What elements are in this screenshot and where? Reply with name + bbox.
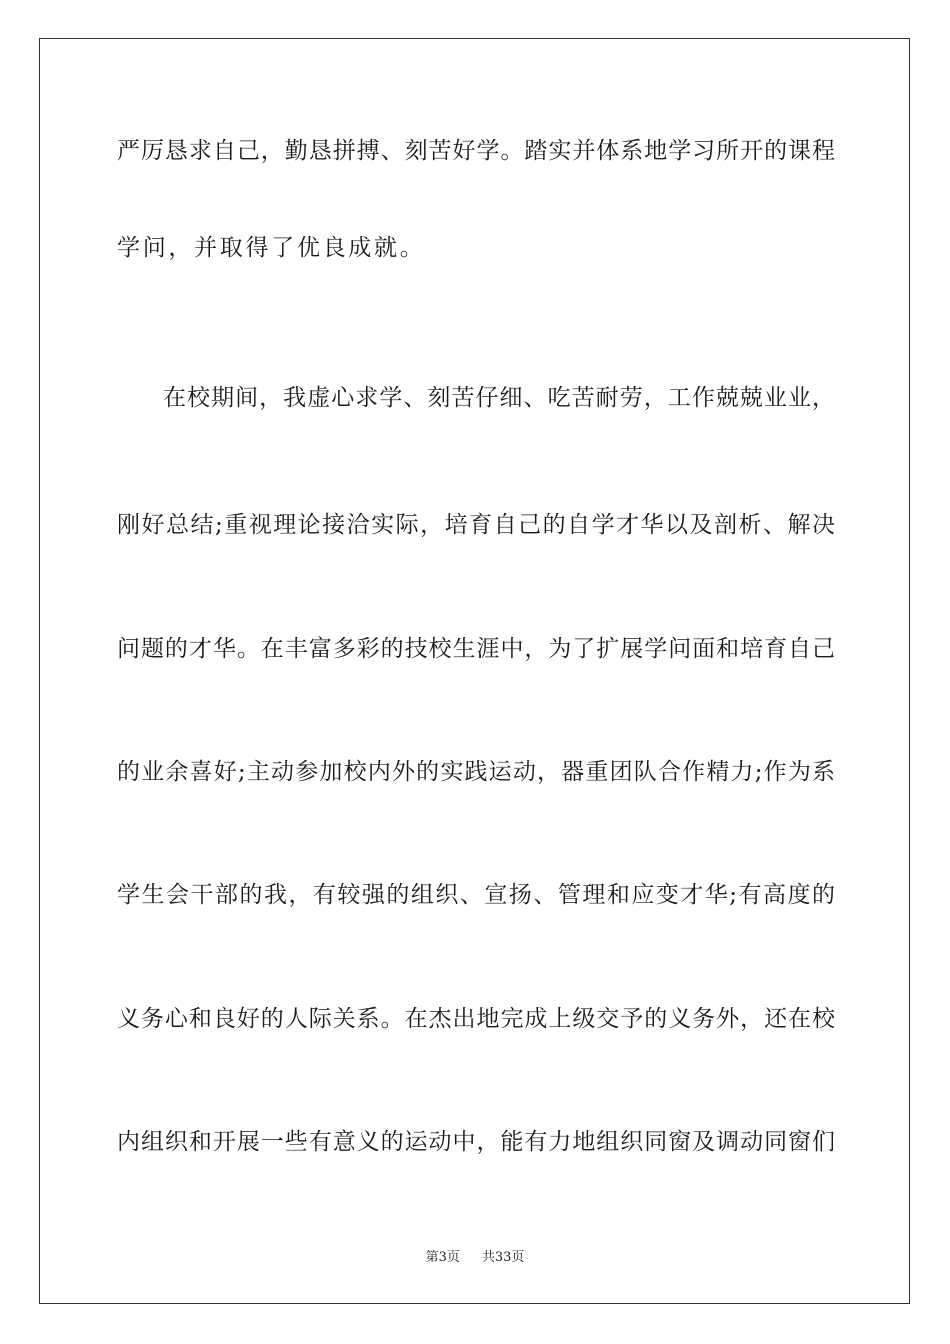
page-number: 第3页 <box>425 1250 460 1265</box>
text-line-7: 学生会干部的我，有较强的组织、宣扬、管理和应变才华;有高度的 <box>117 882 835 908</box>
text-line-8: 义务心和良好的人际关系。在杰出地完成上级交予的义务外，还在校 <box>117 1006 835 1032</box>
text-line-4: 刚好总结;重视理论接洽实际，培育自己的自学才华以及剖析、解决 <box>117 512 835 538</box>
text-line-1: 严厉恳求自己，勤恳拼搏、刻苦好学。踏实并体系地学习所开的课程 <box>117 138 835 164</box>
page-border <box>39 38 910 1304</box>
text-line-5: 问题的才华。在丰富多彩的技校生涯中，为了扩展学问面和培育自己 <box>117 636 835 662</box>
page-footer <box>0 1249 950 1267</box>
page-total: 共33页 <box>481 1250 525 1265</box>
text-line-9: 内组织和开展一些有意义的运动中，能有力地组织同窗及调动同窗们 <box>117 1129 835 1155</box>
text-line-3: 在校期间，我虚心求学、刻苦仔细、吃苦耐劳，工作兢兢业业， <box>163 385 835 411</box>
text-line-2: 学问，并取得了优良成就。 <box>117 235 426 261</box>
text-line-6: 的业余喜好;主动参加校内外的实践运动，器重团队合作精力;作为系 <box>117 759 835 785</box>
